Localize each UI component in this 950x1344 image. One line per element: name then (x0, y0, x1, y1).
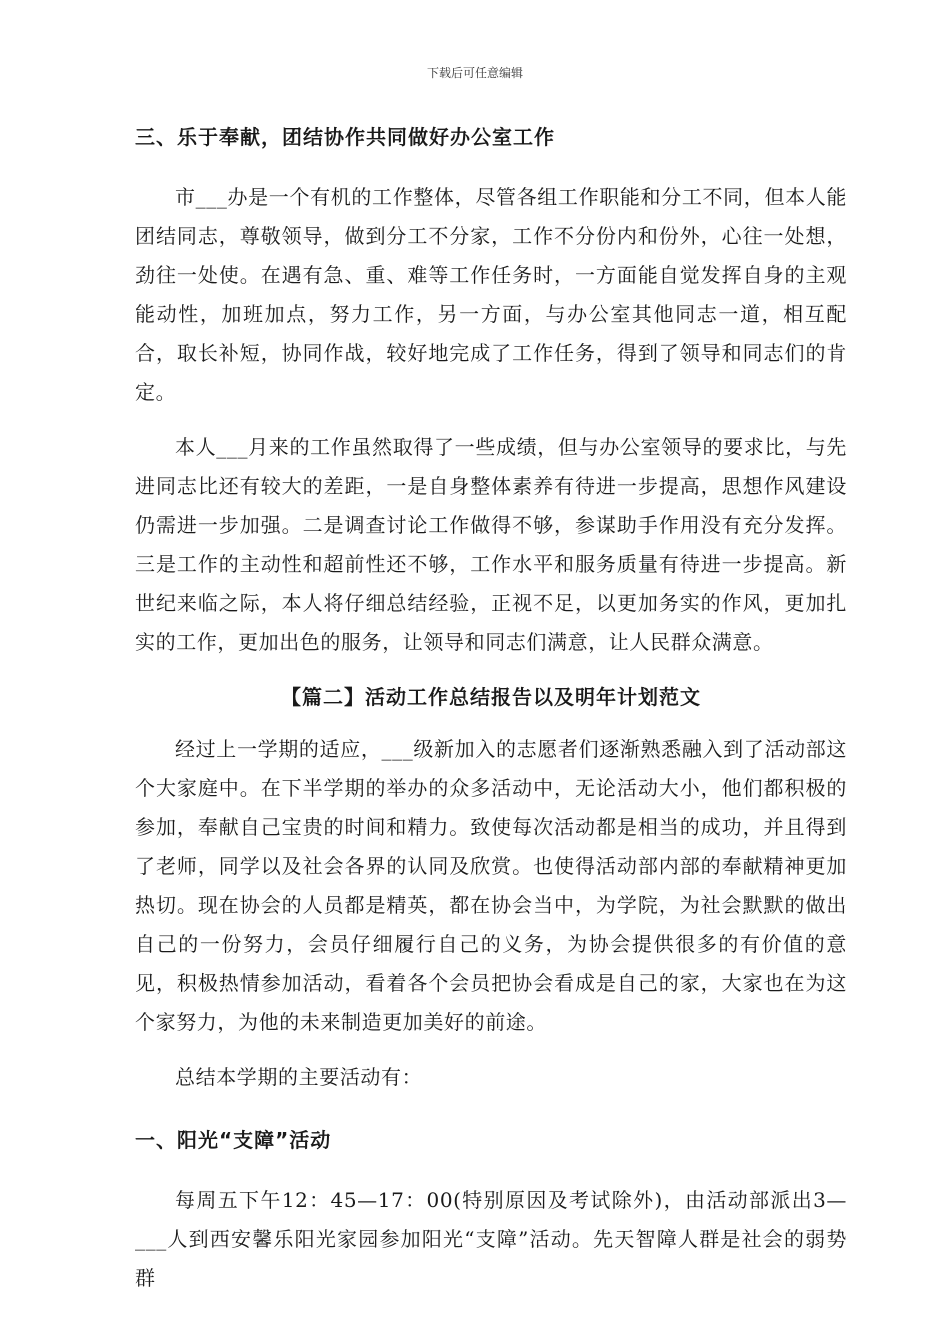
paragraph-summary-intro: 总结本学期的主要活动有： (175, 1065, 423, 1089)
paragraph-sunshine-activity: 每周五下午12：45—17：00(特别原因及考试除外)，由活动部派出3—___人到西安馨乐阳光家园参加阳光“支障”活动。先天智障人群是社会的弱势群 (135, 1188, 847, 1290)
section-heading-3: 三、乐于奉献，团结协作共同做好办公室工作 (135, 125, 555, 149)
section-heading-1: 一、阳光“支障”活动 (135, 1128, 332, 1152)
paragraph-shortcomings: 本人___月来的工作虽然取得了一些成绩，但与办公室领导的要求比，与先进同志比还有较大的差距，一是自身整体素养有待进一步提高，思想作风建设仍需进一步加强。二是调查讨论工作做得不够，参谋助手作用没有充分发挥。三是工作的主动性和超前性还不够，工作水平和服务质量有待进一步提高。新世纪来临之际，本人将仔细总结经验，正视不足，以更加务实的作风，更加扎实的工作，更加出色的服务，让领导和同志们满意，让人民群众满意。 (135, 435, 847, 654)
document-body (135, 118, 847, 1314)
section-2-title: 【篇二】活动工作总结报告以及明年计划范文 (281, 685, 701, 709)
paragraph-teamwork: 市___办是一个有机的工作整体，尽管各组工作职能和分工不同，但本人能团结同志，尊敬领导，做到分工不分家，工作不分份内和份外，心往一处想，劲往一处使。在遇有急、重、难等工作任务时，一方面能自觉发挥自身的主观能动性，加班加点，努力工作，另一方面，与办公室其他同志一道，相互配合，取长补短，协同作战，较好地完成了工作任务，得到了领导和同志们的肯定。 (135, 185, 847, 404)
page-header-note: 下载后可任意编辑 (426, 66, 523, 80)
paragraph-volunteers: 经过上一学期的适应，___级新加入的志愿者们逐渐熟悉融入到了活动部这个大家庭中。在下半学期的举办的众多活动中，无论活动大小，他们都积极的参加，奉献自己宝贵的时间和精力。致使每次活动都是相当的成功，并且得到了老师，同学以及社会各界的认同及欣赏。也使得活动部内部的奉献精神更加热切。现在协会的人员都是精英，都在协会当中，为学院，为社会默默的做出自己的一份努力，会员仔细履行自己的义务，为协会提供很多的有价值的意见，积极热情参加活动，看着各个会员把协会看成是自己的家，大家也在为这个家努力，为他的未来制造更加美好的前途。 (135, 737, 847, 1034)
